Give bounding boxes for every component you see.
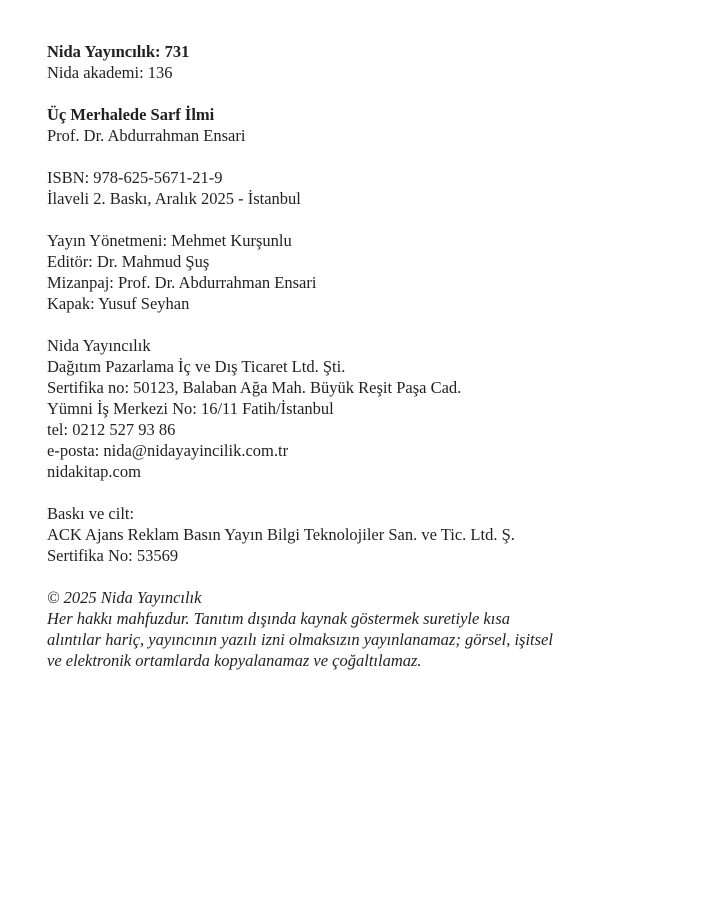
credits-block (47, 230, 687, 314)
printer-label: Baskı ve cilt: (47, 504, 135, 523)
book-author: Prof. Dr. Abdurrahman Ensari (47, 126, 246, 145)
book-info-block (47, 104, 687, 146)
publisher-block (47, 335, 687, 482)
publisher-website: nidakitap.com (47, 462, 141, 481)
publisher-email: e-posta: nida@nidayayincilik.com.tr (47, 441, 289, 460)
rights-line-3: ve elektronik ortamlarda kopyalanamaz ve çoğaltılamaz. (47, 651, 422, 670)
publisher-name: Nida Yayıncılık (47, 336, 151, 355)
printer-block (47, 503, 687, 566)
series-number: Nida akademi: 136 (47, 63, 173, 82)
publisher-address-line-1: Sertifika no: 50123, Balaban Ağa Mah. Büyük Reşit Paşa Cad. (47, 378, 462, 397)
credit-publishing-director: Yayın Yönetmeni: Mehmet Kurşunlu (47, 231, 292, 250)
copyright-block (47, 587, 687, 671)
publisher-phone: tel: 0212 527 93 86 (47, 420, 176, 439)
isbn: ISBN: 978-625-5671-21-9 (47, 168, 223, 187)
printer-name: ACK Ajans Reklam Basın Yayın Bilgi Teknolojiler San. ve Tic. Ltd. Ş. (47, 525, 515, 544)
printer-certificate: Sertifika No: 53569 (47, 546, 179, 565)
publisher-company: Dağıtım Pazarlama İç ve Dış Ticaret Ltd. Şti. (47, 357, 346, 376)
credit-cover: Kapak: Yusuf Seyhan (47, 294, 190, 313)
publisher-address-line-2: Yümni İş Merkezi No: 16/11 Fatih/İstanbul (47, 399, 334, 418)
edition-block (47, 167, 687, 209)
publisher-number: Nida Yayıncılık: 731 (47, 42, 190, 61)
rights-line-1: Her hakkı mahfuzdur. Tanıtım dışında kaynak göstermek suretiyle kısa (47, 609, 511, 628)
book-title: Üç Merhalede Sarf İlmi (47, 105, 215, 124)
edition-printing: İlaveli 2. Baskı, Aralık 2025 - İstanbul (47, 189, 301, 208)
rights-line-2: alıntılar hariç, yayıncının yazılı izni olmaksızın yayınlanamaz; görsel, işitsel (47, 630, 553, 649)
credit-editor: Editör: Dr. Mahmud Şuş (47, 252, 210, 271)
series-info-block (47, 41, 687, 83)
copyright-page (47, 41, 687, 692)
credit-layout: Mizanpaj: Prof. Dr. Abdurrahman Ensari (47, 273, 317, 292)
copyright-notice: © 2025 Nida Yayıncılık (47, 588, 202, 607)
